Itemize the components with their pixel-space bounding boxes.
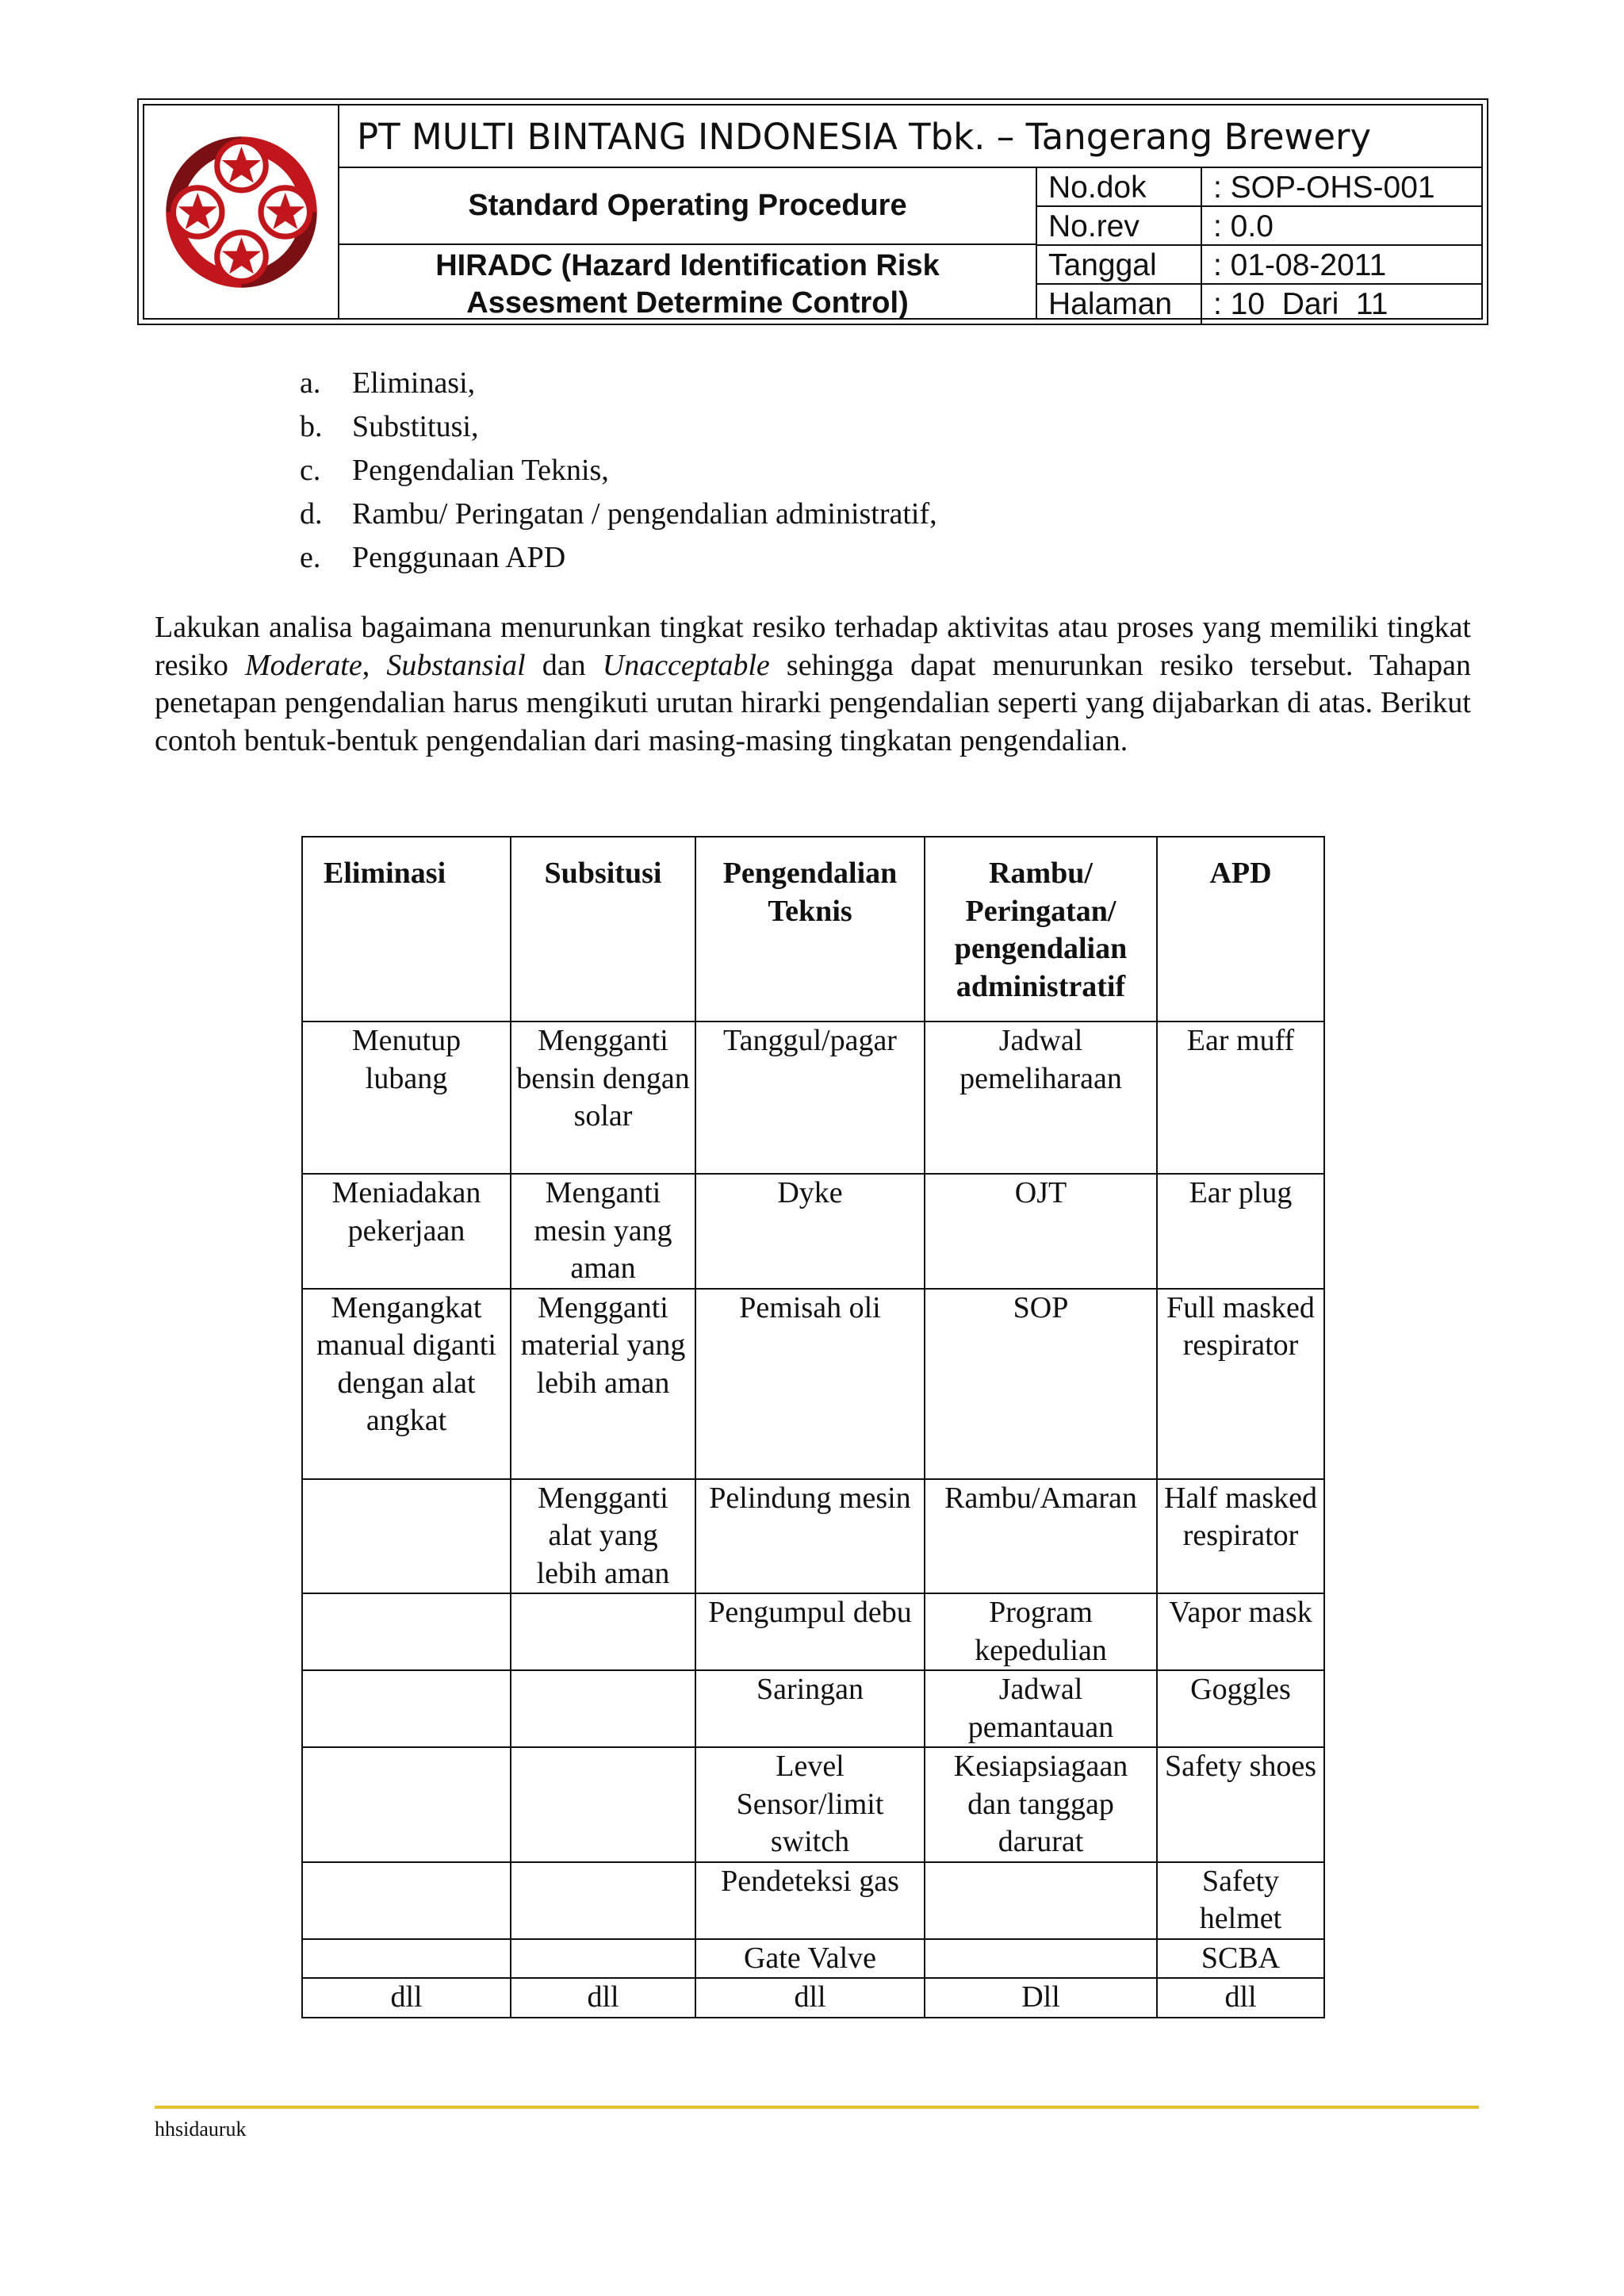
table-cell: SCBA [1157,1939,1324,1979]
document-header [137,98,1488,325]
company-name: PT MULTI BINTANG INDONESIA Tbk. – Tangerang Brewery [339,105,1481,168]
table-cell: Pendeteksi gas [695,1862,925,1939]
paragraph-text: , [362,648,387,682]
list-item [300,493,937,536]
body-paragraph [155,609,1471,760]
list-letter: b. [300,410,323,443]
table-cell: Ear plug [1157,1174,1324,1289]
table-row [302,1670,1324,1747]
document-title-line-1: HIRADC (Hazard Identification Risk [435,249,940,282]
table-row [302,1289,1324,1479]
list-text: Penggunaan APD [352,541,566,574]
table-cell [511,1593,695,1670]
meta-key: Tanggal [1037,246,1202,283]
meta-row-no-dok [1037,168,1481,207]
meta-value: : SOP-OHS-001 [1213,171,1435,205]
table-cell: dll [1157,1978,1324,2018]
table-cell [302,1747,511,1862]
table-header-row [302,837,1324,1022]
list-item [300,536,937,580]
table-cell: Mengangkat manual diganti dengan alat angkat [302,1289,511,1479]
document-header-inner [143,104,1483,320]
star-logo-icon [160,127,323,297]
table-cell [511,1939,695,1979]
footer-divider [155,2106,1479,2109]
paragraph-text: sehingga dapat menurunkan resiko tersebut. Tahapan penetapan pengendalian harus mengikuti urutan hirarki pengendalian seperti yang dijabarkan di atas. Berikut contoh bentuk-bentuk pengendalian dari masing-masing tingkatan pengendalian. [155,648,1471,757]
table-cell: Pengumpul debu [695,1593,925,1670]
table-cell: Full masked respirator [1157,1289,1324,1479]
paragraph-text: dan [525,648,603,682]
table-cell: Half masked respirator [1157,1479,1324,1594]
table-cell: Program kepedulian [925,1593,1157,1670]
document-title [339,245,1037,318]
paragraph-emphasis: Moderate [245,648,362,682]
meta-key: No.rev [1037,207,1202,244]
paragraph-text: Lakukan analisa bagaimana menurunkan tingkat resiko terhadap aktivitas atau proses yang memiliki tingkat resiko [155,611,1471,682]
list-item [300,449,937,493]
table-cell [925,1939,1157,1979]
table-cell: Dyke [695,1174,925,1289]
table-cell [511,1862,695,1939]
list-text: Eliminasi, [352,366,476,400]
table-row [302,1479,1324,1594]
table-cell [925,1862,1157,1939]
paragraph-emphasis: Substansial [386,648,526,682]
table-cell: Goggles [1157,1670,1324,1747]
table-cell [302,1479,511,1594]
document-title-line-2: Assesment Determine Control) [466,286,909,320]
meta-key: Halaman [1037,285,1202,324]
document-meta [1037,168,1481,321]
table-cell: dll [511,1978,695,2018]
paragraph-emphasis: Unacceptable [602,648,770,682]
table-cell [302,1593,511,1670]
header-cell: APD [1157,837,1324,1022]
table-cell: Meniadakan pekerjaan [302,1174,511,1289]
header-cell: Pengendalian Teknis [695,837,925,1022]
table-cell: Mengganti bensin dengan solar [511,1022,695,1174]
table-row [302,1593,1324,1670]
table-row [302,1022,1324,1174]
meta-row-no-rev [1037,207,1481,246]
document-type: Standard Operating Procedure [339,168,1037,245]
table-cell: Pemisah oli [695,1289,925,1479]
meta-row-tanggal [1037,246,1481,285]
control-hierarchy-list [300,362,937,580]
table-cell: Saringan [695,1670,925,1747]
table-cell: Pelindung mesin [695,1479,925,1594]
table-cell: Vapor mask [1157,1593,1324,1670]
company-logo [144,105,339,318]
table-cell: Safety helmet [1157,1862,1324,1939]
table-cell: Gate Valve [695,1939,925,1979]
table-cell: Safety shoes [1157,1747,1324,1862]
header-cell: Eliminasi [302,837,511,1022]
list-letter: d. [300,497,323,531]
table-cell: Jadwal pemantauan [925,1670,1157,1747]
table-cell: Dll [925,1978,1157,2018]
table-row [302,1978,1324,2018]
table-cell: dll [302,1978,511,2018]
list-text: Substitusi, [352,410,479,443]
meta-key: No.dok [1037,168,1202,205]
list-letter: e. [300,541,321,574]
table-cell: Jadwal pemeliharaan [925,1022,1157,1174]
table-row [302,1747,1324,1862]
list-letter: c. [300,454,321,487]
control-examples-table [301,836,1325,2018]
meta-value: : 0.0 [1213,209,1274,243]
table-cell [302,1939,511,1979]
meta-row-halaman [1037,285,1481,324]
table-cell: Rambu/Amaran [925,1479,1157,1594]
table-cell: Mengganti material yang lebih aman [511,1289,695,1479]
table-cell [511,1670,695,1747]
header-cell: Rambu/ Peringatan/ pengendalian administratif [925,837,1157,1022]
table-cell: Menganti mesin yang aman [511,1174,695,1289]
table-cell: dll [695,1978,925,2018]
list-item [300,362,937,405]
table-cell [302,1670,511,1747]
table-cell: Menutup lubang [302,1022,511,1174]
list-item [300,405,937,449]
table-row [302,1939,1324,1979]
list-text: Pengendalian Teknis, [352,454,609,487]
footer-author: hhsidauruk [155,2118,247,2141]
header-cell: Subsitusi [511,837,695,1022]
list-text: Rambu/ Peringatan / pengendalian administratif, [352,497,937,531]
table-cell [511,1747,695,1862]
table-cell: Ear muff [1157,1022,1324,1174]
table-cell: Tanggul/pagar [695,1022,925,1174]
meta-value: : 01-08-2011 [1213,248,1387,282]
table-cell: Kesiapsiagaan dan tanggap darurat [925,1747,1157,1862]
list-letter: a. [300,366,321,400]
table-row [302,1174,1324,1289]
table-row [302,1862,1324,1939]
table-cell: Level Sensor/limit switch [695,1747,925,1862]
table-cell: Mengganti alat yang lebih aman [511,1479,695,1594]
meta-value: : 10 Dari 11 [1213,287,1388,321]
table-cell [302,1862,511,1939]
table-cell: SOP [925,1289,1157,1479]
table-cell: OJT [925,1174,1157,1289]
